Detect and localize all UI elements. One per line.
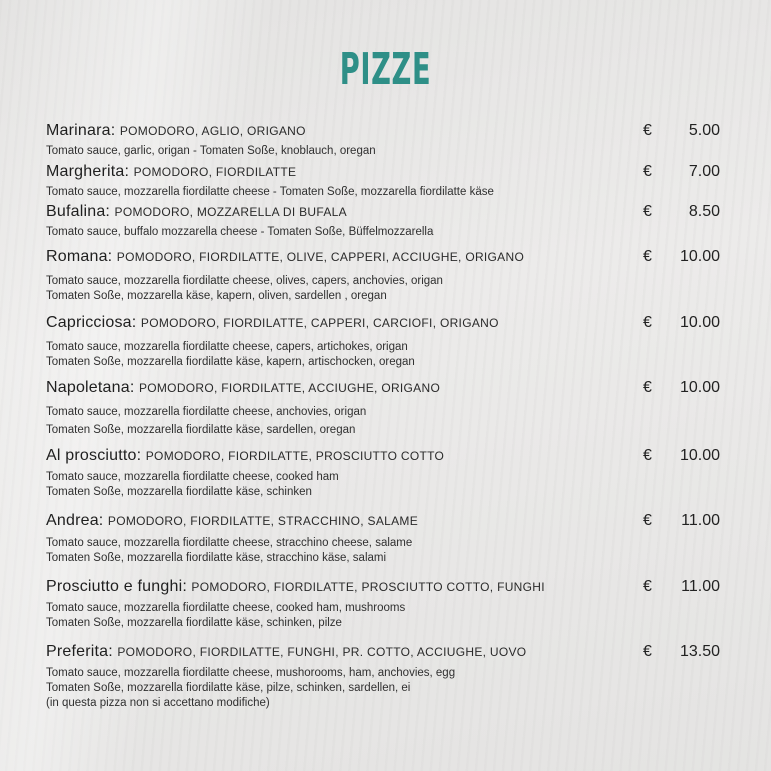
pizza-description: Tomaten Soße, mozzarella fiordilatte käse, schinken, pilze [46,617,342,629]
menu-title: PIZZE [339,44,432,95]
pizza-name: Margherita: [46,163,130,180]
pizza-ingredients: POMODORO, AGLIO, ORIGANO [119,124,306,138]
pizza-ingredients: POMODORO, FIORDILATTE, ACCIUGHE, ORIGANO [138,381,441,395]
pizza-description: Tomato sauce, mozzarella fiordilatte cheese, capers, artichokes, origan [46,341,408,353]
currency-symbol: € [643,447,652,464]
pizza-description: Tomaten Soße, mozzarella fiordilatte käse, stracchino käse, salami [46,552,387,564]
pizza-price: 8.50 [688,203,720,220]
pizza-description: Tomaten Soße, mozzarella fiordilatte käse, schinken [46,486,312,498]
pizza-name: Romana: [46,248,113,265]
pizza-description: Tomato sauce, mozzarella fiordilatte cheese, stracchino cheese, salame [46,537,413,549]
pizza-description: Tomato sauce, mozzarella fiordilatte cheese, cooked ham, mushrooms [46,602,406,614]
pizza-description: Tomato sauce, mozzarella fiordilatte cheese, olives, capers, anchovies, origan [46,275,443,287]
menu-item-napoletana [46,379,726,438]
currency-symbol: € [643,203,652,220]
menu-item-prosciutto-e-funghi [46,578,726,631]
pizza-price: 10.00 [679,379,720,396]
pizza-ingredients: POMODORO, FIORDILATTE, PROSCIUTTO COTTO, FUNGHI [191,580,545,594]
currency-symbol: € [643,379,652,396]
currency-symbol: € [643,122,652,139]
pizza-ingredients: POMODORO, FIORDILATTE [133,165,297,179]
menu-item-romana [46,248,726,304]
currency-symbol: € [643,163,652,180]
pizza-description: Tomaten Soße, mozzarella käse, kapern, oliven, sardellen , oregan [46,290,387,302]
pizza-ingredients: POMODORO, FIORDILATTE, OLIVE, CAPPERI, ACCIUGHE, ORIGANO [116,250,525,264]
pizza-name: Marinara: [46,122,116,139]
pizza-note: (in questa pizza non si accettano modifiche) [46,697,270,709]
pizza-name: Preferita: [46,643,113,660]
pizza-ingredients: POMODORO, FIORDILATTE, CAPPERI, CARCIOFI, ORIGANO [140,316,499,330]
pizza-description: Tomaten Soße, mozzarella fiordilatte käse, sardellen, oregan [46,424,356,436]
menu-item-bufalina [46,203,726,240]
pizza-price: 13.50 [679,643,720,660]
pizza-name: Prosciutto e funghi: [46,578,187,595]
pizza-name: Capricciosa: [46,314,137,331]
pizza-price: 7.00 [688,163,720,180]
menu-item-margherita [46,163,726,200]
currency-symbol: € [643,512,652,529]
currency-symbol: € [643,248,652,265]
pizza-ingredients: POMODORO, MOZZARELLA DI BUFALA [114,205,347,219]
pizza-ingredients: POMODORO, FIORDILATTE, STRACCHINO, SALAME [107,514,419,528]
pizza-description: Tomaten Soße, mozzarella fiordilatte käse, kapern, artischocken, oregan [46,356,415,368]
pizza-price: 10.00 [679,447,720,464]
pizza-price: 11.00 [681,512,720,529]
pizza-name: Al prosciutto: [46,447,142,464]
pizza-price: 10.00 [679,314,720,331]
pizza-description: Tomato sauce, buffalo mozzarella cheese - Tomaten Soße, Büffelmozzarella [46,226,434,238]
menu-item-al-prosciutto [46,447,726,500]
pizza-name: Andrea: [46,512,104,529]
pizza-description: Tomato sauce, mozzarella fiordilatte cheese - Tomaten Soße, mozzarella fiordilatte käse [46,186,494,198]
pizza-description: Tomato sauce, mozzarella fiordilatte cheese, mushorooms, ham, anchovies, egg [46,667,456,679]
currency-symbol: € [643,578,652,595]
pizza-description: Tomato sauce, mozzarella fiordilatte cheese, anchovies, origan [46,406,367,418]
pizza-price: 5.00 [688,122,720,139]
menu-item-andrea [46,512,726,566]
pizza-description: Tomaten Soße, mozzarella fiordilatte käse, pilze, schinken, sardellen, ei [46,682,411,694]
currency-symbol: € [643,314,652,331]
pizza-description: Tomato sauce, garlic, origan - Tomaten Soße, knoblauch, oregan [46,145,376,157]
pizza-ingredients: POMODORO, FIORDILATTE, PROSCIUTTO COTTO [145,449,445,463]
currency-symbol: € [643,643,652,660]
menu-item-preferita [46,643,726,711]
menu-item-marinara [46,122,726,159]
pizza-ingredients: POMODORO, FIORDILATTE, FUNGHI, PR. COTTO, ACCIUGHE, UOVO [117,645,527,659]
pizza-name: Bufalina: [46,203,111,220]
pizza-description: Tomato sauce, mozzarella fiordilatte cheese, cooked ham [46,471,339,483]
pizza-name: Napoletana: [46,379,135,396]
pizza-price: 11.00 [681,578,720,595]
menu-item-capricciosa [46,314,726,370]
pizza-price: 10.00 [679,248,720,265]
